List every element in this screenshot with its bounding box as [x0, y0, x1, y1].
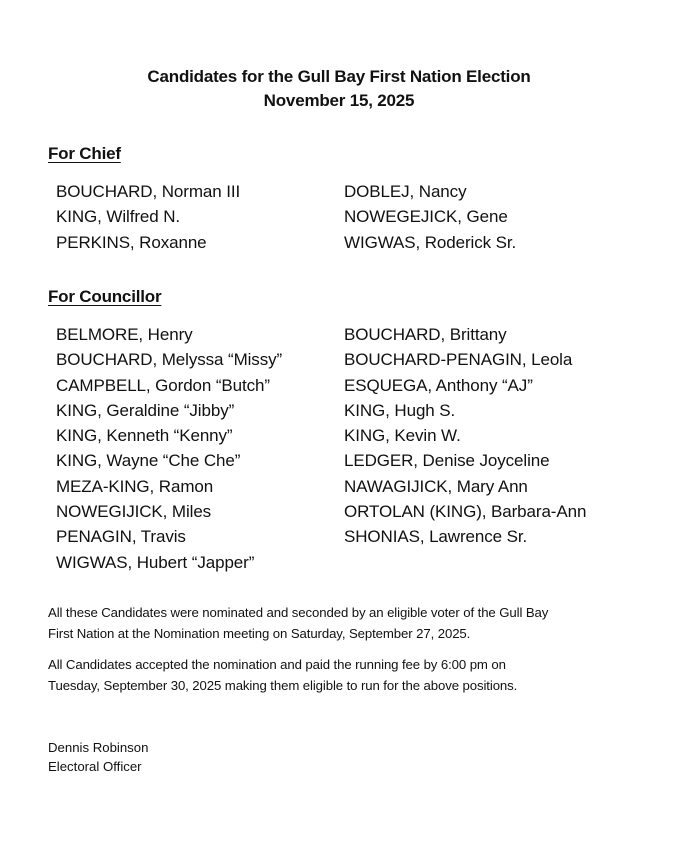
candidate-name: DOBLEJ, Nancy [344, 182, 467, 201]
candidate-name: PERKINS, Roxanne [56, 232, 207, 252]
candidate-name: KING, Kevin W. [344, 426, 461, 446]
candidate-name: WIGWAS, Hubert “Japper” [56, 552, 255, 572]
signatory-name: Dennis Robinson [48, 740, 149, 755]
acceptance-note-line: Tuesday, September 30, 2025 making them eligible to run for the above positions. [48, 678, 518, 693]
candidate-name: BOUCHARD, Norman III [56, 182, 241, 201]
candidate-name: KING, Wilfred N. [56, 207, 181, 227]
candidate-name: ORTOLAN (KING), Barbara-Ann [344, 502, 587, 522]
candidate-name: ESQUEGA, Anthony “AJ” [344, 375, 533, 395]
candidate-name: BELMORE, Henry [56, 325, 193, 344]
councillor-candidates-right [344, 322, 586, 550]
candidate-name: NOWEGIJICK, Miles [56, 502, 212, 522]
acceptance-note-line: All Candidates accepted the nomination and paid the running fee by 6:00 pm on [48, 657, 506, 672]
chief-heading: For Chief [48, 144, 121, 163]
candidate-name: LEDGER, Denise Joyceline [344, 451, 550, 471]
candidate-name: KING, Kenneth “Kenny” [56, 426, 233, 446]
signature-block [48, 738, 148, 776]
candidate-name: BOUCHARD-PENAGIN, Leola [344, 350, 573, 370]
acceptance-note [48, 654, 648, 696]
signatory-role: Electoral Officer [48, 759, 142, 774]
nomination-note-line: All these Candidates were nominated and seconded by an eligible voter of the Gull Bay [48, 605, 549, 620]
candidate-name: NOWEGEJICK, Gene [344, 207, 508, 227]
councillor-heading: For Councillor [48, 287, 162, 306]
councillor-candidates-left [56, 322, 282, 575]
candidate-name: CAMPBELL, Gordon “Butch” [56, 375, 270, 395]
candidate-name: KING, Wayne “Che Che” [56, 451, 241, 471]
candidate-name: BOUCHARD, Melyssa “Missy” [56, 350, 283, 370]
candidate-name: KING, Hugh S. [344, 400, 456, 420]
document-title: Candidates for the Gull Bay First Nation Election [147, 67, 531, 86]
nomination-note [48, 602, 648, 644]
chief-candidates-left [56, 179, 240, 255]
candidate-name: NAWAGIJICK, Mary Ann [344, 476, 528, 496]
candidate-name: PENAGIN, Travis [56, 527, 186, 547]
candidate-name: MEZA-KING, Ramon [56, 476, 214, 496]
candidate-name: KING, Geraldine “Jibby” [56, 400, 235, 420]
candidate-name: WIGWAS, Roderick Sr. [344, 232, 517, 252]
candidate-name: BOUCHARD, Brittany [344, 325, 507, 344]
election-date: November 15, 2025 [263, 91, 415, 110]
chief-candidates-right [344, 179, 516, 255]
candidate-name: SHONIAS, Lawrence Sr. [344, 527, 528, 547]
nomination-note-line: First Nation at the Nomination meeting on Saturday, September 27, 2025. [48, 626, 471, 641]
